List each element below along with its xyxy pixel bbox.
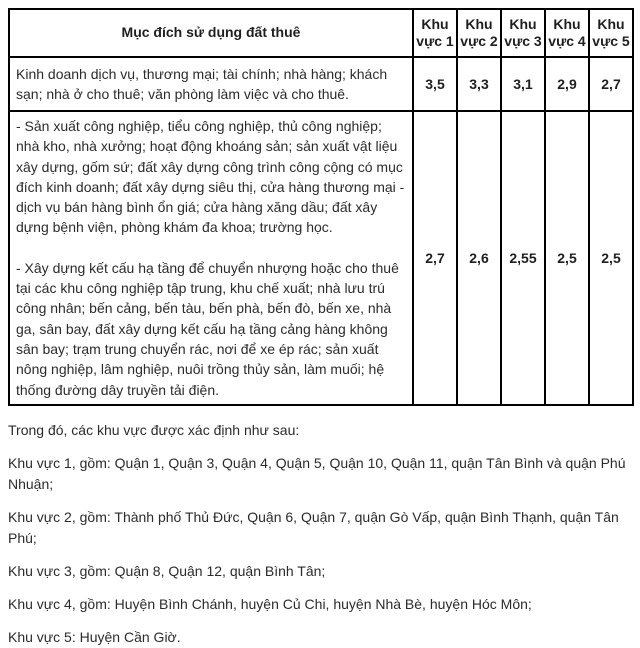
zone-definitions-intro: Trong đó, các khu vực được xác định như sau: — [8, 421, 300, 438]
zone-definitions-section — [8, 406, 632, 648]
purpose-text: Kinh doanh dịch vụ, thương mại; tài chính; nhà hàng; khách sạn; nhà ở cho thuê; văn phòng làm việc và cho thuê. — [16, 65, 388, 102]
rate-zone-3: 3,1 — [501, 57, 545, 111]
rate-zone-4: 2,9 — [545, 57, 589, 111]
table-row-business-services — [9, 57, 633, 111]
rate-zone-1: 2,7 — [413, 111, 457, 405]
purpose-cell — [9, 57, 413, 111]
rate-zone-5: 2,5 — [589, 111, 633, 405]
rate-zone-5: 2,7 — [589, 57, 633, 111]
table-header-row — [9, 9, 633, 57]
zone-5-column-header: Khu vực 5 — [589, 9, 633, 57]
zone-1-column-header: Khu vực 1 — [413, 9, 457, 57]
land-rent-rate-table — [8, 8, 634, 406]
purpose-text-paragraph-2: - Xây dựng kết cấu hạ tầng để chuyển nhượng hoặc cho thuê tại các khu công nghiệp tập trung, khu chế xuất; nhà lưu trú công nhân; bến cảng, bến tàu, bến phà, bến đò, bến xe, nhà ga, sân bay, đất xây dựng kết cấu hạ tầng cảng hàng không sân bay; trạm trung chuyển rác, nơi để xe ép rác; sản xuất nông nghiệp, lâm nghiệp, nuôi trồng thủy sản, làm muối; hệ thống đường dây truyền tải điện. — [16, 259, 399, 398]
purpose-cell — [9, 111, 413, 405]
purpose-column-header: Mục đích sử dụng đất thuê — [9, 9, 413, 57]
zone-3-column-header: Khu vực 3 — [501, 9, 545, 57]
zone-2-column-header: Khu vực 2 — [457, 9, 501, 57]
rate-zone-1: 3,5 — [413, 57, 457, 111]
zone-1-definition: Khu vực 1, gồm: Quận 1, Quận 3, Quận 4, Quận 5, Quận 10, Quận 11, quận Tân Bình và quận Phú Nhuận; — [8, 454, 626, 492]
zone-4-column-header: Khu vực 4 — [545, 9, 589, 57]
rate-zone-4: 2,5 — [545, 111, 589, 405]
rate-zone-2: 2,6 — [457, 111, 501, 405]
zone-2-definition: Khu vực 2, gồm: Thành phố Thủ Đức, Quận 6, Quận 7, quận Gò Vấp, quận Bình Thạnh, quận Tân Phú; — [8, 508, 619, 546]
rate-zone-2: 3,3 — [457, 57, 501, 111]
zone-4-definition: Khu vực 4, gồm: Huyện Bình Chánh, huyện Củ Chi, huyện Nhà Bè, huyện Hóc Môn; — [8, 595, 532, 612]
zone-3-definition: Khu vực 3, gồm: Quận 8, Quận 12, quận Bình Tân; — [8, 562, 326, 579]
purpose-text-paragraph-1: - Sản xuất công nghiệp, tiểu công nghiệp, thủ công nghiệp; nhà kho, nhà xưởng; hoạt động khoáng sản; sản xuất vật liệu xây dựng, gốm sứ; đất xây dựng công trình công cộng có mục đích kinh doanh; đất xây dựng siêu thị, cửa hàng thương mại - dịch vụ bán hàng bình ổn giá; cửa hàng xăng dầu; đất xây dựng bệnh viện, phòng khám đa khoa; trường học. — [16, 118, 405, 236]
zone-5-definition: Khu vực 5: Huyện Cần Giờ. — [8, 628, 181, 645]
table-row-industrial-production — [9, 111, 633, 405]
rate-zone-3: 2,55 — [501, 111, 545, 405]
